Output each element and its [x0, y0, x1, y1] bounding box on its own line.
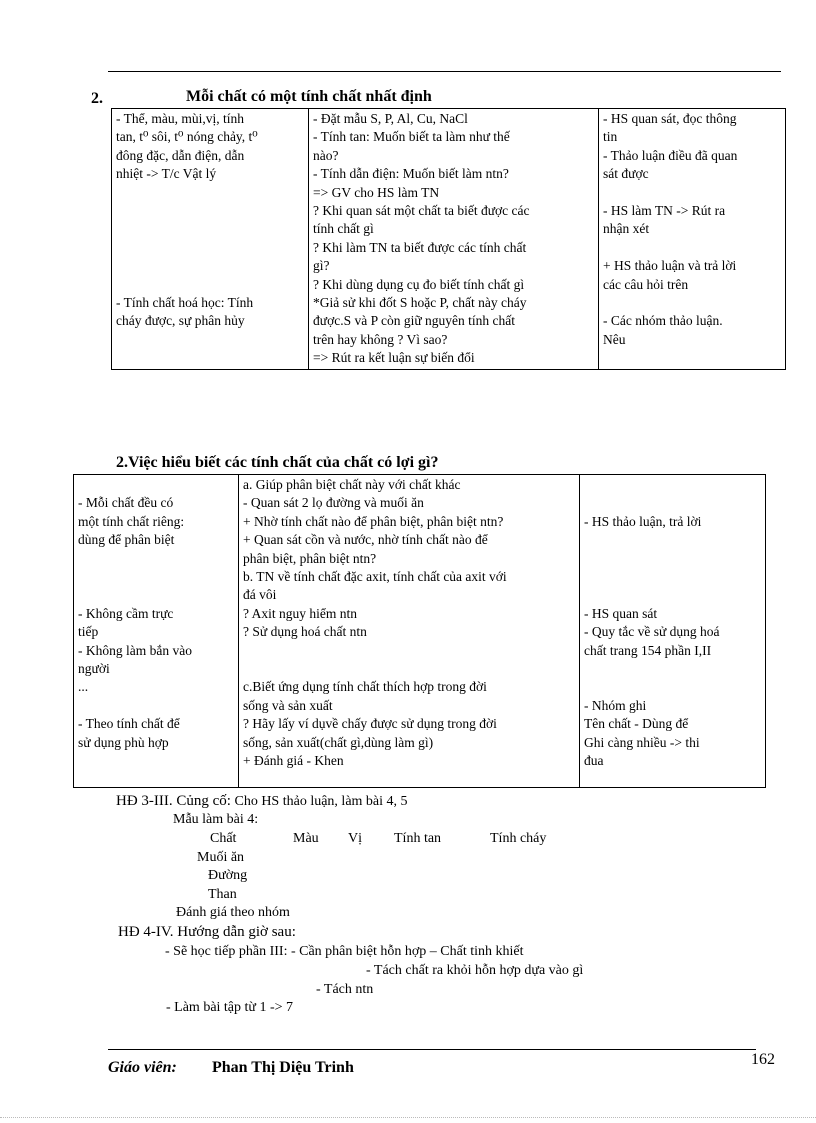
- hd4-line-2: - Tách chất ra khỏi hỗn hợp dựa vào gì: [366, 963, 584, 978]
- table-cell-line: + Đánh giá - Khen: [243, 753, 344, 769]
- table-cell-line: b. TN về tính chất đặc axit, tính chất của axit với: [243, 569, 507, 585]
- table-cell-line: nào?: [313, 147, 339, 163]
- hd3-row-sugar: Đường: [208, 868, 248, 883]
- hd3-text: Cho HS thảo luận, làm bài 4, 5: [230, 794, 408, 809]
- table-cell-line: ? Axit nguy hiểm ntn: [243, 605, 357, 621]
- table-cell-line: [116, 257, 304, 275]
- table-cell-line: [603, 184, 781, 202]
- table-cell-line: [78, 550, 234, 568]
- table-cell-line: sống, sản xuất(chất gì,dùng làm gì): [243, 734, 434, 750]
- table-cell-line: Nêu: [603, 331, 626, 347]
- table-cell-line: [116, 276, 304, 294]
- table-cell-line: + Nhờ tính chất nào để phân biệt, phân biệt ntn?: [243, 513, 504, 529]
- table-cell-line: + HS thảo luận và trả lời: [603, 258, 737, 274]
- table-cell-line: - Mỗi chất đều có: [78, 495, 174, 511]
- table-cell-line: phân biệt, phân biệt ntn?: [243, 550, 377, 566]
- table-cell-line: tin: [603, 129, 618, 145]
- table-cell-line: [78, 697, 234, 715]
- table-cell-line: trên hay không ? Vì sao?: [313, 331, 448, 347]
- table-cell-line: gì?: [313, 258, 330, 274]
- table-cell-line: - Quy tắc về sử dụng hoá: [584, 624, 720, 640]
- hd3-row-coal: Than: [208, 887, 237, 902]
- table-cell-line: - Nhóm ghi: [584, 697, 647, 713]
- table-cell-line: - Tính dẫn điện: Muốn biết làm ntn?: [313, 166, 509, 182]
- hd3-eval: Đánh giá theo nhóm: [176, 905, 290, 920]
- table-cell-line: [584, 531, 761, 549]
- hd3-sample: Mẫu làm bài 4:: [173, 812, 259, 827]
- hd3-header-color: Màu: [293, 831, 319, 846]
- table-cell-line: - Các nhóm thảo luận.: [603, 313, 723, 329]
- table-cell-line: [584, 660, 761, 678]
- table-cell-line: các câu hỏi trên: [603, 276, 689, 292]
- section1-title: Mỗi chất có một tính chất nhất định: [186, 88, 432, 105]
- table-cell-line: [603, 239, 781, 257]
- table-cell-line: [78, 568, 234, 586]
- table-cell-line: [584, 586, 761, 604]
- hd3-header-substance: Chất: [210, 831, 237, 846]
- table-cell-line: - Tính chất hoá học: Tính: [116, 294, 254, 310]
- table-cell-line: ? Khi dùng dụng cụ đo biết tính chất gì: [313, 276, 525, 292]
- section2-col2: [239, 475, 580, 788]
- section1-col1: [112, 109, 309, 370]
- table-cell-line: [584, 678, 761, 696]
- table-cell-line: chất trang 154 phần I,II: [584, 642, 712, 658]
- table-cell-line: Tên chất - Dùng để: [584, 716, 689, 732]
- table-cell-line: ...: [78, 679, 89, 695]
- table-cell-line: nhiệt -> T/c Vật lý: [116, 166, 217, 182]
- table-cell-line: đông đặc, dẫn điện, dẫn: [116, 147, 245, 163]
- page-number: 162: [751, 1051, 775, 1068]
- table-cell-line: - Không cầm trực: [78, 605, 174, 621]
- section2-title: 2.Việc hiểu biết các tính chất của chất có lợi gì?: [116, 454, 439, 471]
- table-cell-line: một tính chất riêng:: [78, 513, 185, 529]
- table-cell-line: [603, 294, 781, 312]
- footer-rule: [108, 1049, 756, 1050]
- table-cell-line: [584, 568, 761, 586]
- table-cell-line: người: [78, 661, 110, 676]
- table-cell-line: - HS quan sát: [584, 605, 658, 621]
- footer-label: Giáo viên:: [108, 1059, 177, 1076]
- section2-col1: [74, 475, 239, 788]
- table-cell-line: c.Biết ứng dụng tính chất thích hợp trong đời: [243, 679, 487, 695]
- section1-number: 2.: [91, 90, 103, 107]
- hd4-line-1: - Sẽ học tiếp phần III: - Cần phân biệt hỗn hợp – Chất tinh khiết: [165, 944, 524, 959]
- table-cell-line: ? Khi quan sát một chất ta biết được các: [313, 203, 530, 219]
- hd3-row-salt: Muối ăn: [197, 850, 245, 865]
- table-cell-line: [78, 476, 234, 494]
- table-cell-line: ? Sử dụng hoá chất ntn: [243, 624, 367, 640]
- section2-col3: [580, 475, 766, 788]
- hd4-line-4: - Làm bài tập từ 1 -> 7: [166, 1000, 294, 1015]
- table-cell-line: đua: [584, 752, 604, 768]
- table-cell-line: => GV cho HS làm TN: [313, 184, 440, 200]
- table-cell-line: - Quan sát 2 lọ đường và muối ăn: [243, 495, 424, 511]
- table-cell-line: [243, 642, 575, 660]
- table-cell-line: [116, 202, 304, 220]
- table-cell-line: sử dụng phù hợp: [78, 734, 169, 750]
- table-cell-line: => Rút ra kết luận sự biến đổi: [313, 350, 475, 366]
- table-cell-line: [243, 660, 575, 678]
- table-cell-line: sát được: [603, 166, 649, 182]
- table-cell-line: a. Giúp phân biệt chất này với chất khác: [243, 477, 461, 492]
- table-cell-line: đá vôi: [243, 587, 277, 603]
- section1-col2: [309, 109, 599, 370]
- footer-teacher-name: Phan Thị Diệu Trinh: [212, 1059, 354, 1076]
- table-cell-line: - Không làm bắn vào: [78, 642, 192, 658]
- table-cell-line: [116, 239, 304, 257]
- section2-table: [73, 474, 766, 788]
- table-cell-line: + Quan sát cồn và nước, nhờ tính chất nào để: [243, 532, 488, 548]
- hd4-line-3: - Tách ntn: [316, 982, 374, 997]
- table-cell-line: Ghi càng nhiều -> thi: [584, 734, 700, 750]
- table-cell-line: [116, 184, 304, 202]
- hd3-header-flammability: Tính cháy: [490, 831, 547, 846]
- table-cell-line: *Giả sử khi đốt S hoặc P, chất này cháy: [313, 295, 527, 311]
- table-cell-line: sống và sản xuất: [243, 697, 333, 713]
- hd3-line: [116, 793, 408, 810]
- table-cell-line: - HS làm TN -> Rút ra: [603, 203, 726, 219]
- table-cell-line: [584, 550, 761, 568]
- table-cell-line: ? Khi làm TN ta biết được các tính chất: [313, 239, 527, 255]
- table-cell-line: [78, 586, 234, 604]
- table-cell-line: dùng để phân biệt: [78, 532, 175, 548]
- hd4-heading: HĐ 4-IV. Hướng dẫn giờ sau:: [118, 924, 296, 940]
- table-cell-line: cháy được, sự phân hủy: [116, 313, 245, 329]
- table-cell-line: nhận xét: [603, 221, 650, 237]
- header-rule: [108, 71, 781, 72]
- table-cell-line: [116, 220, 304, 238]
- hd3-heading: HĐ 3-III. Củng cố:: [116, 793, 231, 809]
- table-cell-line: - HS thảo luận, trả lời: [584, 513, 702, 529]
- table-cell-line: - Đặt mẫu S, P, Al, Cu, NaCl: [313, 111, 468, 126]
- table-cell-line: được.S và P còn giữ nguyên tính chất: [313, 313, 515, 329]
- table-cell-line: - HS quan sát, đọc thông: [603, 111, 737, 126]
- table-cell-line: [584, 494, 761, 512]
- table-cell-line: - Thể, màu, mùi,vị, tính: [116, 111, 244, 126]
- page-edge: [0, 1117, 816, 1118]
- section1-col3: [599, 109, 786, 370]
- section1-table: [111, 108, 786, 370]
- table-cell-line: [584, 476, 761, 494]
- hd3-header-solubility: Tính tan: [394, 831, 442, 846]
- table-cell-line: ? Hãy lấy ví dụvề chấy được sử dụng trong đời: [243, 716, 497, 732]
- table-cell-line: - Theo tính chất để: [78, 716, 180, 732]
- table-cell-line: tiếp: [78, 624, 99, 640]
- table-cell-line: tan, t⁰ sôi, t⁰ nóng chảy, t⁰: [116, 129, 258, 145]
- hd3-header-taste: Vị: [348, 831, 362, 846]
- table-cell-line: - Thảo luận điều đã quan: [603, 147, 738, 163]
- table-cell-line: - Tính tan: Muốn biết ta làm như thế: [313, 129, 510, 145]
- table-cell-line: tính chất gì: [313, 221, 374, 237]
